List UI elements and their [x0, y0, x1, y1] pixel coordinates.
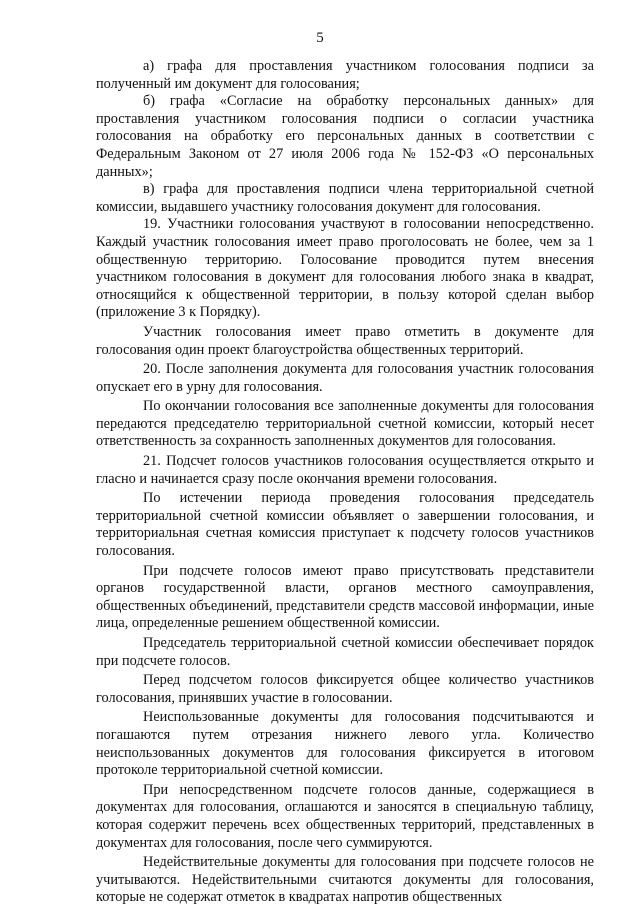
document-body: [96, 58, 594, 907]
paragraph-clause-21-announcement: По истечении периода проведения голосования председатель территориальной счетной комиссии объявляет о завершении голосования, и территориальная счетная комиссия приступает к подсчету голосов участников голосования.: [96, 490, 594, 560]
paragraph-clause-21-counting: При непосредственном подсчете голосов данные, содержащиеся в документах для голосования, оглашаются и заносятся в специальную таблицу, которая содержит перечень всех общественных территорий, представленных в документах для голосования, после чего суммируются.: [96, 781, 594, 851]
paragraph-clause-21-chairman: Председатель территориальной счетной комиссии обеспечивает порядок при подсчете голосов.: [96, 635, 594, 669]
paragraph-clause-21-total: Перед подсчетом голосов фиксируется общее количество участников голосования, принявших участие в голосовании.: [96, 672, 594, 706]
paragraph-item-v: в) графа для проставления подписи члена территориальной счетной комиссии, выдавшего участнику голосования документ для голосования.: [96, 181, 594, 215]
paragraph-clause-21-unused: Неиспользованные документы для голосования подсчитываются и погашаются путем отрезания нижнего левого угла. Количество неиспользованных документов для голосования фиксируется в итоговом протоколе территориальной счетной комиссии.: [96, 709, 594, 779]
paragraph-clause-21-observers: При подсчете голосов имеют право присутствовать представители органов государственной власти, органов местного самоуправления, общественных объединений, представители средств массовой информации, иные лица, определенные решением общественной комиссии.: [96, 562, 595, 632]
paragraph-clause-20-transfer: По окончании голосования все заполненные документы для голосования передаются председателю территориальной счетной комиссии, который несет ответственность за сохранность заполненных документов для голосования.: [96, 398, 594, 450]
paragraph-item-a: а) графа для проставления участником голосования подписи за полученный им документ для голосования;: [96, 58, 594, 92]
paragraph-clause-20: 20. После заполнения документа для голосования участник голосования опускает его в урну для голосования.: [96, 361, 594, 395]
page-number: 5: [316, 30, 324, 46]
paragraph-clause-21-invalid: Недействительные документы для голосования при подсчете голосов не учитываются. Недействительными считаются документы для голосования, которые не содержат отметок в квадратах напротив общественных: [96, 854, 594, 906]
paragraph-clause-19-note: Участник голосования имеет право отметить в документе для голосования один проект благоустройства общественных территорий.: [96, 323, 594, 358]
paragraph-clause-21: 21. Подсчет голосов участников голосования осуществляется открыто и гласно и начинается сразу после окончания времени голосования.: [96, 453, 594, 487]
paragraph-clause-19: 19. Участники голосования участвуют в голосовании непосредственно. Каждый участник голосования имеет право проголосовать не более, чем за 1 общественную территорию. Голосование проводится путем внесения участником голосования в документ для голосования любого знака в квадрат, относящийся к общественной территории, в пользу которой сделан выбор (приложение 3 к Порядку).: [96, 216, 594, 321]
paragraph-item-b: б) графа «Согласие на обработку персональных данных» для проставления участником голосования подписи о согласии участника голосования на обработку его персональных данных в соответствии с Федеральным Законом от 27 июля 2006 года № 152-ФЗ «О персональных данных»;: [96, 93, 594, 180]
